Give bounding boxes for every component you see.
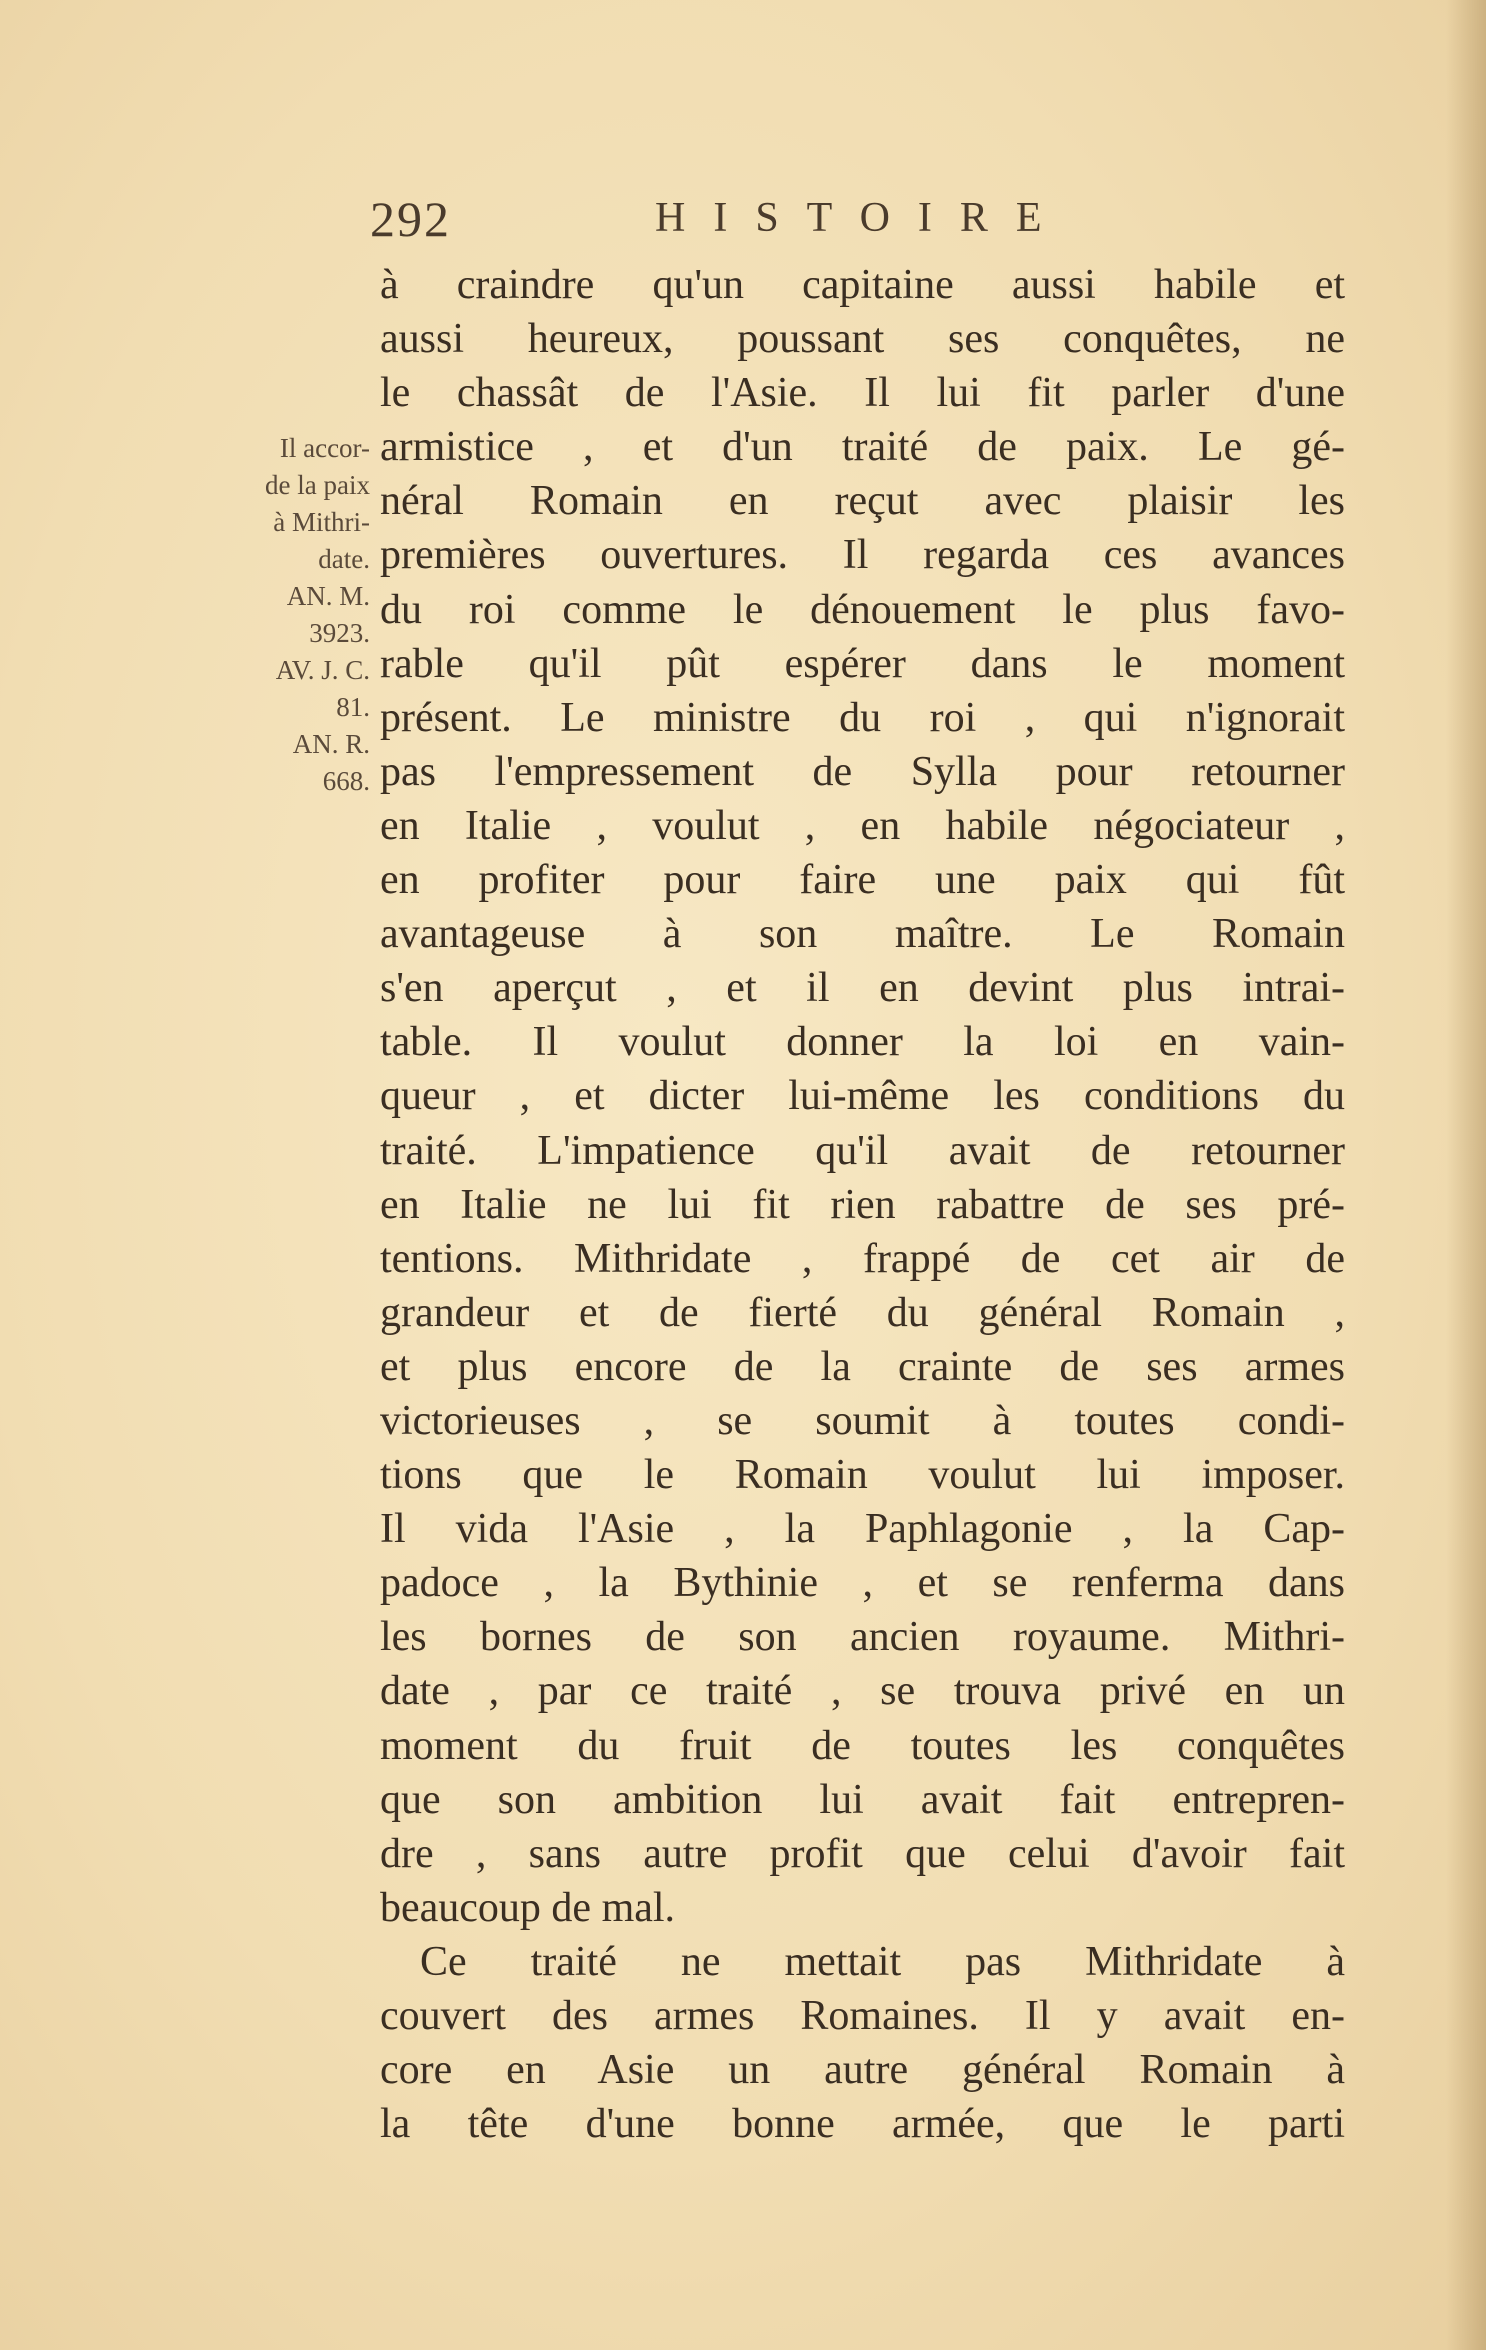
text-line: grandeur et de fierté du général Romain , — [380, 1289, 1345, 1336]
text-line: tentions. Mithridate , frappé de cet air de — [380, 1235, 1345, 1282]
text-line: date , par ce traité , se trouva privé en un — [380, 1668, 1345, 1715]
margin-note-line: 81. — [336, 692, 370, 722]
text-line: néral Romain en reçut avec plaisir les — [380, 478, 1345, 525]
text-line: table. Il voulut donner la loi en vain- — [380, 1019, 1345, 1066]
margin-note-line: AN. M. — [286, 581, 370, 611]
text-line: avantageuse à son maître. Le Romain — [380, 911, 1345, 958]
margin-note-line: AV. J. C. — [275, 655, 370, 685]
text-line: s'en aperçut , et il en devint plus intrai- — [380, 965, 1345, 1012]
page-gutter-shadow — [1446, 0, 1486, 2350]
text-line: victorieuses , se soumit à toutes condi- — [380, 1397, 1345, 1444]
text-line: moment du fruit de toutes les conquêtes — [380, 1722, 1345, 1769]
text-line: la tête d'une bonne armée, que le parti — [380, 2101, 1345, 2148]
text-line: en Italie , voulut , en habile négociateur , — [380, 802, 1345, 849]
text-line: beaucoup de mal. — [380, 1884, 676, 1931]
page-number: 292 — [370, 191, 451, 247]
text-line: dre , sans autre profit que celui d'avoir fait — [380, 1830, 1345, 1877]
text-line: couvert des armes Romaines. Il y avait en- — [380, 1993, 1345, 2039]
margin-note — [155, 430, 370, 800]
page-header — [370, 190, 1360, 250]
text-line: présent. Le ministre du roi , qui n'ignorait — [380, 694, 1345, 741]
text-line: en profiter pour faire une paix qui fût — [380, 857, 1345, 904]
text-line: premières ouvertures. Il regarda ces avances — [380, 532, 1345, 579]
text-line: les bornes de son ancien royaume. Mithri- — [380, 1614, 1345, 1661]
text-line: Il vida l'Asie , la Paphlagonie , la Cap- — [380, 1506, 1345, 1553]
text-line: en Italie ne lui fit rien rabattre de ses pré- — [380, 1181, 1345, 1228]
text-line: pas l'empressement de Sylla pour retourner — [380, 748, 1345, 795]
margin-note-line: de la paix — [265, 470, 370, 500]
text-line: et plus encore de la crainte de ses armes — [380, 1343, 1345, 1390]
text-line: queur , et dicter lui-même les conditions du — [380, 1073, 1345, 1120]
text-line: tions que le Romain voulut lui imposer. — [380, 1452, 1345, 1499]
text-line: que son ambition lui avait fait entrepren- — [380, 1776, 1345, 1823]
margin-note-line: 3923. — [309, 618, 370, 648]
text-line: armistice , et d'un traité de paix. Le gé- — [380, 424, 1345, 471]
margin-note-line: AN. R. — [292, 729, 370, 759]
text-line: le chassât de l'Asie. Il lui fit parler d'une — [380, 370, 1345, 417]
text-line: à craindre qu'un capitaine aussi habile et — [380, 262, 1345, 308]
text-line: padoce , la Bythinie , et se renferma dans — [380, 1560, 1345, 1607]
running-head: HISTOIRE — [655, 195, 1070, 241]
margin-note-line: 668. — [322, 766, 370, 796]
margin-note-line: à Mithri- — [273, 507, 370, 537]
margin-note-line: date. — [318, 544, 370, 574]
text-line: rable qu'il pût espérer dans le moment — [380, 640, 1345, 687]
margin-note-line: Il accor- — [279, 433, 370, 463]
text-line: core en Asie un autre général Romain à — [380, 2047, 1345, 2094]
text-line: du roi comme le dénouement le plus favo- — [380, 586, 1345, 633]
body-text — [380, 258, 1345, 2151]
text-line: traité. L'impatience qu'il avait de retourner — [380, 1127, 1345, 1174]
text-line: Ce traité ne mettait pas Mithridate à — [420, 1938, 1345, 1985]
text-line: aussi heureux, poussant ses conquêtes, ne — [380, 316, 1345, 363]
